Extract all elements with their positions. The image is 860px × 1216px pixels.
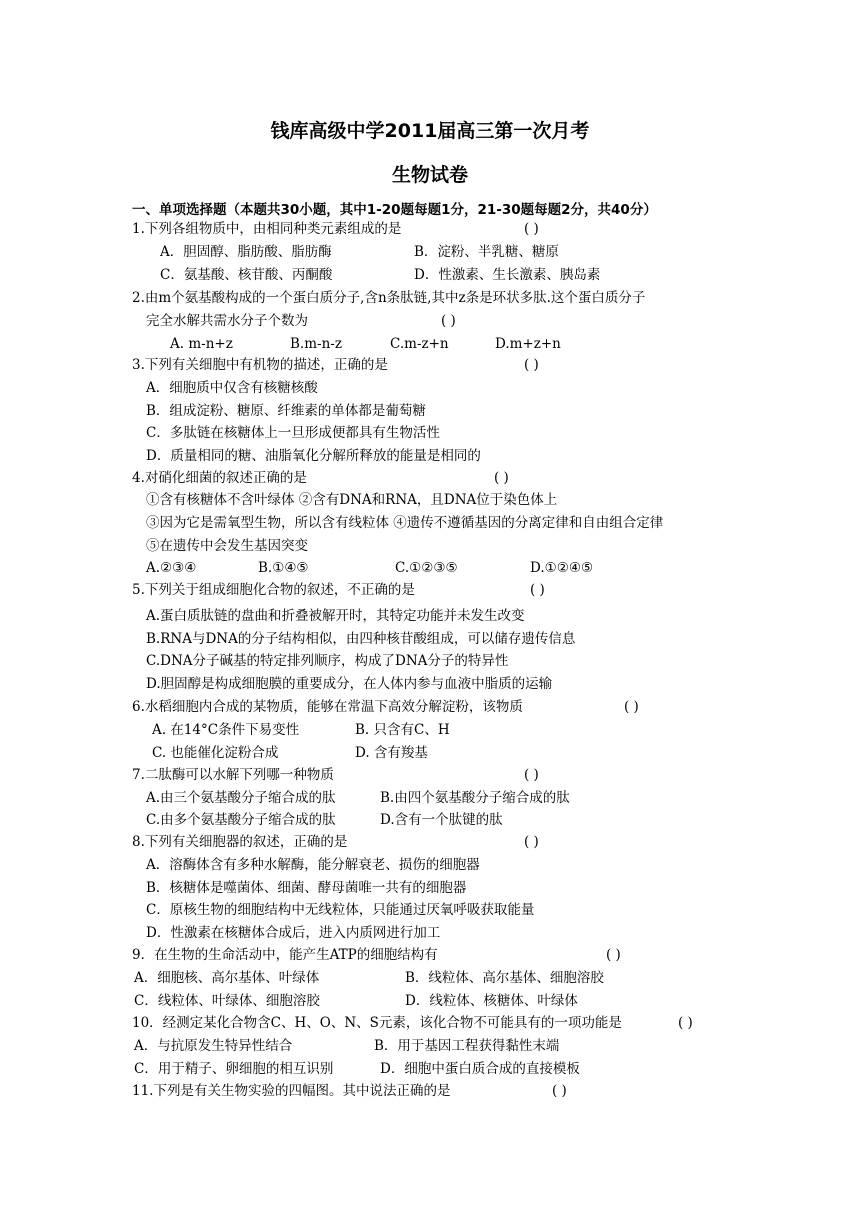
option-d: D. 含有羧基 <box>355 745 428 761</box>
question-stem: 7.二肽酶可以水解下列哪一种物质 <box>132 767 334 783</box>
option-d: D.m+z+n <box>495 336 561 352</box>
option-c: C．多肽链在核糖体上一旦形成便都具有生物活性 <box>146 425 440 441</box>
option-d: D．线粒体、核糖体、叶绿体 <box>405 993 578 1009</box>
option-a: A．细胞核、高尔基体、叶绿体 <box>134 970 320 986</box>
question-stem: 1.下列各组物质中，由相同种类元素组成的是 <box>132 221 402 237</box>
section-heading: 一、单项选择题（本题共30小题，其中1-20题每题1分，21-30题每题2分，共40分） <box>132 202 657 218</box>
option-a: A.由三个氨基酸分子缩合成的肽 <box>146 790 336 806</box>
statement-line: ⑤在遗传中会发生基因突变 <box>146 538 308 554</box>
option-c: C．原核生物的细胞结构中无线粒体，只能通过厌氧呼吸获取能量 <box>146 902 535 918</box>
option-c: C.①②③⑤ <box>395 560 458 576</box>
answer-paren: ( ) <box>524 221 539 237</box>
option-c: C．用于精子、卵细胞的相互识别 <box>134 1061 334 1077</box>
option-c: C.DNA分子碱基的特定排列顺序，构成了DNA分子的特异性 <box>146 653 509 669</box>
option-a: A．胆固醇、脂肪酸、脂肪酶 <box>160 244 332 260</box>
option-b: B.RNA与DNA的分子结构相似，由四种核苷酸组成，可以储存遗传信息 <box>146 631 576 647</box>
answer-paren: ( ) <box>552 1083 567 1099</box>
option-d: D.①②④⑤ <box>530 560 594 576</box>
option-a: A. m-n+z <box>170 336 233 352</box>
option-a: A．溶酶体含有多种水解酶，能分解衰老、损伤的细胞器 <box>146 857 480 873</box>
option-b: B．核糖体是噬菌体、细菌、酵母菌唯一共有的细胞器 <box>146 880 467 896</box>
statement-line: ③因为它是需氧型生物，所以含有线粒体 ④遗传不遵循基因的分离定律和自由组合定律 <box>146 515 664 531</box>
question-stem: 5.下列关于组成细胞化合物的叙述，不正确的是 <box>132 582 415 598</box>
option-c: C.m-z+n <box>390 336 449 352</box>
question-stem: 2.由m个氨基酸构成的一个蛋白质分子,含n条肽链,其中z条是环状多肽.这个蛋白质分子 <box>132 290 646 306</box>
option-b: B．用于基因工程获得黏性末端 <box>374 1038 560 1054</box>
option-a: A.蛋白质肽链的盘曲和折叠被解开时，其特定功能并未发生改变 <box>146 608 525 624</box>
statement-line: ①含有核糖体不含叶绿体 ②含有DNA和RNA，且DNA位于染色体上 <box>146 492 558 508</box>
option-c: C．线粒体、叶绿体、细胞溶胶 <box>134 993 320 1009</box>
option-b: B.由四个氨基酸分子缩合成的肽 <box>380 790 570 806</box>
option-d: D．质量相同的糖、油脂氧化分解所释放的能量是相同的 <box>146 448 481 464</box>
option-a: A. 在14°C条件下易变性 <box>152 722 300 738</box>
exam-subtitle: 生物试卷 <box>391 164 468 186</box>
option-d: D．细胞中蛋白质合成的直接模板 <box>380 1061 580 1077</box>
option-b: B．组成淀粉、糖原、纤维素的单体都是葡萄糖 <box>146 403 426 419</box>
answer-paren: ( ) <box>678 1015 693 1031</box>
option-b: B.①④⑤ <box>258 560 309 576</box>
option-d: D．性激素在核糖体合成后，进入内质网进行加工 <box>146 925 441 941</box>
option-a: A.②③④ <box>146 560 197 576</box>
question-stem: 10．经测定某化合物含C、H、O、N、S元素，该化合物不可能具有的一项功能是 <box>132 1015 622 1031</box>
option-a: A．细胞质中仅含有核糖核酸 <box>146 380 318 396</box>
option-a: A．与抗原发生特异性结合 <box>134 1038 293 1054</box>
question-stem: 8.下列有关细胞器的叙述，正确的是 <box>132 834 348 850</box>
question-stem: 6.水稻细胞内合成的某物质，能够在常温下高效分解淀粉，该物质 <box>132 699 523 715</box>
question-stem-cont: 完全水解共需水分子个数为 <box>146 313 308 329</box>
question-stem: 3.下列有关细胞中有机物的描述，正确的是 <box>132 357 388 373</box>
option-b: B．淀粉、半乳糖、糖原 <box>414 244 559 260</box>
option-d: D．性激素、生长激素、胰岛素 <box>414 267 601 283</box>
question-stem: 11.下列是有关生物实验的四幅图。其中说法正确的是 <box>132 1083 451 1099</box>
option-b: B.m-n-z <box>290 336 342 352</box>
option-c: C．氨基酸、核苷酸、丙酮酸 <box>160 267 333 283</box>
question-stem: 9．在生物的生命活动中，能产生ATP的细胞结构有 <box>132 947 438 963</box>
option-d: D.胆固醇是构成细胞膜的重要成分，在人体内参与血液中脂质的运输 <box>146 676 553 692</box>
question-stem: 4.对硝化细菌的叙述正确的是 <box>132 470 307 486</box>
option-d: D.含有一个肽键的肽 <box>380 812 503 828</box>
exam-title: 钱库高级中学2011届高三第一次月考 <box>270 120 590 142</box>
option-c: C. 也能催化淀粉合成 <box>152 745 279 761</box>
answer-paren: ( ) <box>606 947 621 963</box>
option-c: C.由多个氨基酸分子缩合成的肽 <box>146 812 336 828</box>
answer-paren: ( ) <box>524 357 539 373</box>
answer-paren: ( ) <box>530 582 545 598</box>
answer-paren: ( ) <box>624 699 639 715</box>
answer-paren: ( ) <box>524 834 539 850</box>
option-b: B．线粒体、高尔基体、细胞溶胶 <box>405 970 604 986</box>
answer-paren: ( ) <box>441 313 456 329</box>
answer-paren: ( ) <box>494 470 509 486</box>
option-b: B. 只含有C、H <box>355 722 450 738</box>
answer-paren: ( ) <box>524 767 539 783</box>
